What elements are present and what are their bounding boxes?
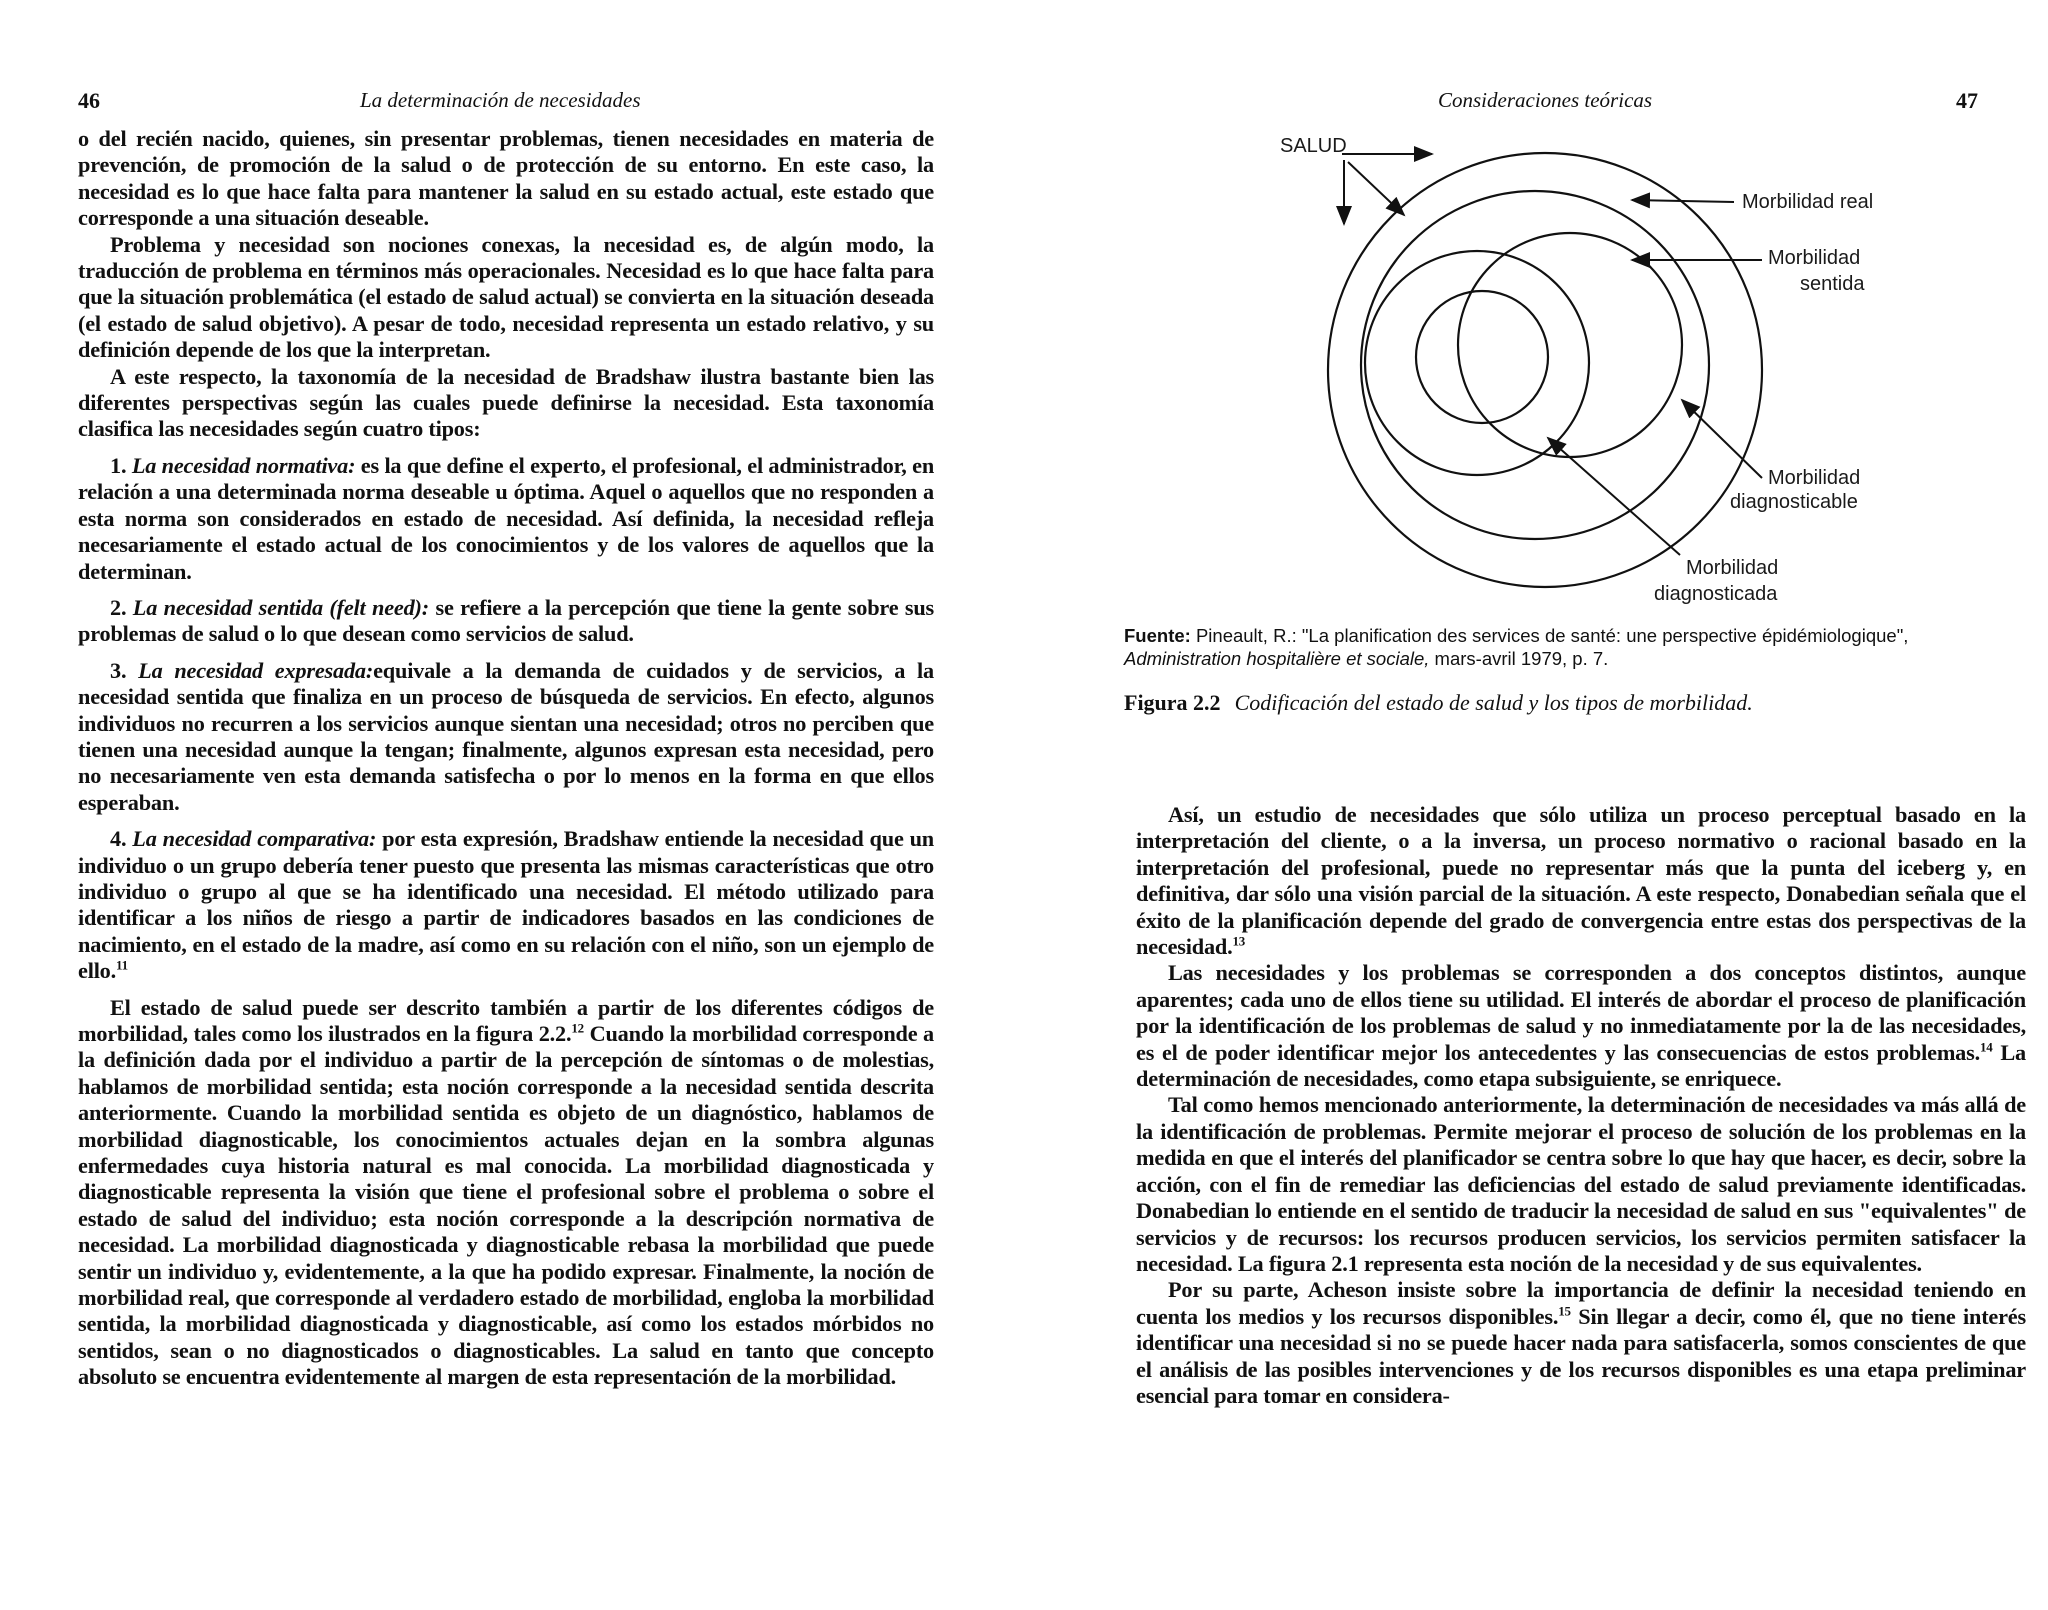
label-morbilidad-diagnosticable-1: Morbilidad <box>1768 467 1861 489</box>
arrow-salud-diagonal <box>1348 162 1404 215</box>
label-morbilidad-real: Morbilidad real <box>1742 191 1874 213</box>
paragraph: Así, un estudio de necesidades que sólo utiliza un proceso perceptual basado en la interpretación del cliente, o a la inversa, un proceso normativo o racional basado en la interpretación del profesional, puede no representar más que la punta del iceberg y, en definitiva, dar sólo una visión parcial de la situación. A este respecto, Donabedian señala que el éxito de la planificación depende del grado de convergencia entre estas dos perspectivas de la necesidad.$^{13}$ <box>1136 802 2026 960</box>
arrow-morbilidad-diagnosticada <box>1548 438 1680 555</box>
right-page <box>1024 0 2048 1610</box>
paragraph: Las necesidades y los problemas se corresponden a dos conceptos distintos, aunque aparentes; cada uno de ellos tiene su utilidad. El interés de abordar el proceso de planificación por la identificación de los problemas de salud y no inmediatamente por la de las necesidades, es el de poder identificar mejor los antecedentes y las consecuencias de estos problemas.$^{14}$ La determinación de necesidades, como etapa subsiguiente, se enriquece. <box>1136 960 2026 1092</box>
paragraph: o del recién nacido, quienes, sin presentar problemas, tienen necesidades en materia de prevención, de promoción de la salud o de protección de su entorno. En este caso, la necesidad es lo que hace falta para mantener la salud en su estado actual, este estado que corresponde a una situación deseable. <box>78 126 934 231</box>
label-morbilidad-diagnosticada-2: diagnosticada <box>1654 583 1778 605</box>
label-morbilidad-diagnosticada-1: Morbilidad <box>1686 557 1779 579</box>
page-number-right: 47 <box>1956 88 1978 113</box>
paragraph: Por su parte, Acheson insiste sobre la importancia de definir la necesidad teniendo en cuenta los medios y los recursos disponibles.$^{15}$ Sin llegar a decir, como él, que no tiene interés identificar una necesidad si no se puede hacer nada para satisfacerla, somos conscientes de que el análisis de las posibles intervenciones y de los recursos disponibles es una etapa preliminar esencial para tomar en considera- <box>1136 1277 2026 1408</box>
footnote-ref: 13 <box>1232 933 1246 949</box>
circle-morbilidad-diagnosticada <box>1416 291 1548 423</box>
morbidity-diagram <box>1222 120 1902 640</box>
paragraph: Problema y necesidad son nociones conexas, la necesidad es, de algún modo, la traducción de problema en términos más operacionales. Necesidad es lo que hace falta para que la situación problemática (el estado de salud actual) se convierta en la situación deseada (el estado de salud objetivo). A pesar de todo, necesidad representa un estado relativo, y su definición depende de los que la interpretan. <box>78 231 934 363</box>
list-term: La necesidad normativa: <box>131 452 356 478</box>
label-morbilidad-diagnosticable-2: diagnosticable <box>1730 491 1858 513</box>
label-morbilidad-sentida-2: sentida <box>1800 273 1865 295</box>
footnote-ref: 12 <box>571 1020 584 1036</box>
left-body-text <box>78 126 934 1391</box>
label-morbilidad-sentida-1: Morbilidad <box>1768 247 1861 269</box>
paragraph: El estado de salud puede ser descrito también a partir de los diferentes códigos de morbilidad, tales como los ilustrados en la figura 2.2.12 Cuando la morbilidad corresponde a la definición dada por el individuo a partir de la percepción de síntomas o de molestias, hablamos de morbilidad sentida; esta noción corresponde a la necesidad sentida descrita anteriormente. Cuando la morbilidad sentida es objeto de un diagnóstico, hablamos de morbilidad diagnosticable, los conocimientos actuales dejan en la sombra algunas enfermedades cuya historia natural es mal conocida. La morbilidad diagnosticada y diagnosticable representa la visión que tiene el profesional sobre el problema o sobre el estado de salud del individuo; esta noción corresponde a la descripción normativa de necesidad. La morbilidad diagnosticada y diagnosticable rebasa la morbilidad que puede sentir un individuo y, evidentemente, a la que ha podido expresar. Finalmente, la noción de morbilidad real, que corresponde al verdadero estado de morbilidad, engloba la morbilidad sentida, la morbilidad diagnosticada y diagnosticable, así como los estados mórbidos no sentidos, sean o no diagnosticados o diagnosticables. La salud en tanto que concepto absoluto se encuentra evidentemente al margen de esta representación de la morbilidad. <box>78 994 934 1390</box>
running-head-right: Consideraciones teóricas <box>1438 88 1653 112</box>
arrow-morbilidad-real <box>1632 200 1734 202</box>
footnote-ref: 15 <box>1558 1303 1571 1319</box>
right-body-text <box>1136 802 2026 1409</box>
paragraph: A este respecto, la taxonomía de la necesidad de Bradshaw ilustra bastante bien las diferentes perspectivas según las cuales puede definirse la necesidad. Esta taxonomía clasifica las necesidades según cuatro tipos: <box>78 363 934 442</box>
list-term: La necesidad comparativa: <box>132 826 377 852</box>
paragraph: Tal como hemos mencionado anteriormente, la determinación de necesidades va más allá de la identificación de problemas. Permite mejorar el proceso de solución de los problemas en la medida en que el interés del planificador se centra sobre lo que hay que hacer, es decir, sobre la acción, con el fin de remediar las deficiencias del estado de salud previamente identificadas. Donabedian lo entiende en el sentido de traducir la necesidad de salud en sus "equivalentes" de servicios y de recursos: los recursos producen servicios, los servicios permiten satisfacer la necesidad. La figura 2.1 representa esta noción de la necesidad y de sus equivalentes. <box>1136 1092 2026 1276</box>
list-item-comparativa: 4. La necesidad comparativa: por esta expresión, Bradshaw entiende la necesidad que un individuo o un grupo debería tener puesto que presenta las mismas características que otro individuo o grupo al que se ha identificado una necesidad. El método utilizado para identificar a los niños de riesgo a partir de indicadores basados en las condiciones de nacimiento, en el estado de la madre, así como en su relación con el niño, son un ejemplo de ello.$^{11}$ <box>78 826 935 984</box>
list-term: La necesidad sentida (felt need): <box>132 594 429 620</box>
footnote-ref: 14 <box>1980 1039 1993 1055</box>
figure-source: Fuente: Pineault, R.: "La planification des services de santé: une perspective épidémiologique", Administration hospitalière et sociale, mars-avril 1979, p. 7. <box>1124 625 1909 669</box>
list-term: La necesidad expresada: <box>138 657 374 683</box>
figure-caption: Figura 2.2 Codificación del estado de salud y los tipos de morbilidad. <box>1124 690 1753 715</box>
footnote-ref: 11 <box>116 957 128 973</box>
list-item-normativa: 1. La necesidad normativa: es la que define el experto, el profesional, el administrador, en relación a una determinada norma deseable u óptima. Aquel o aquellos que no responden a esta norma son considerados en estado de necesidad. Así definida, la necesidad refleja necesariamente el estado actual de los conocimientos y de los valores de aquellos que la determinan. <box>78 452 935 584</box>
list-item-sentida: 2. La necesidad sentida (felt need): se refiere a la percepción que tiene la gente sobre sus problemas de salud o lo que desean como servicios de salud. <box>78 594 935 647</box>
circle-morbilidad-real <box>1361 191 1709 539</box>
circle-morbilidad-diagnosticable <box>1365 251 1589 475</box>
list-item-expresada: 3. La necesidad expresada:equivale a la demanda de cuidados y de servicios, a la necesidad sentida que finaliza en un proceso de búsqueda de servicios. En efecto, algunos individuos no recurren a los servicios aunque sientan una necesidad; otros no perciben que tienen una necesidad aunque la tengan; finalmente, algunos expresan esta necesidad, pero no necesariamente ven esta demanda satisfecha o por lo menos en la forma en que ellos esperaban. <box>78 657 935 815</box>
circle-salud <box>1328 153 1762 587</box>
label-salud: SALUD <box>1280 135 1347 157</box>
page-number-left: 46 <box>78 88 100 113</box>
running-head-left: La determinación de necesidades <box>360 88 641 112</box>
